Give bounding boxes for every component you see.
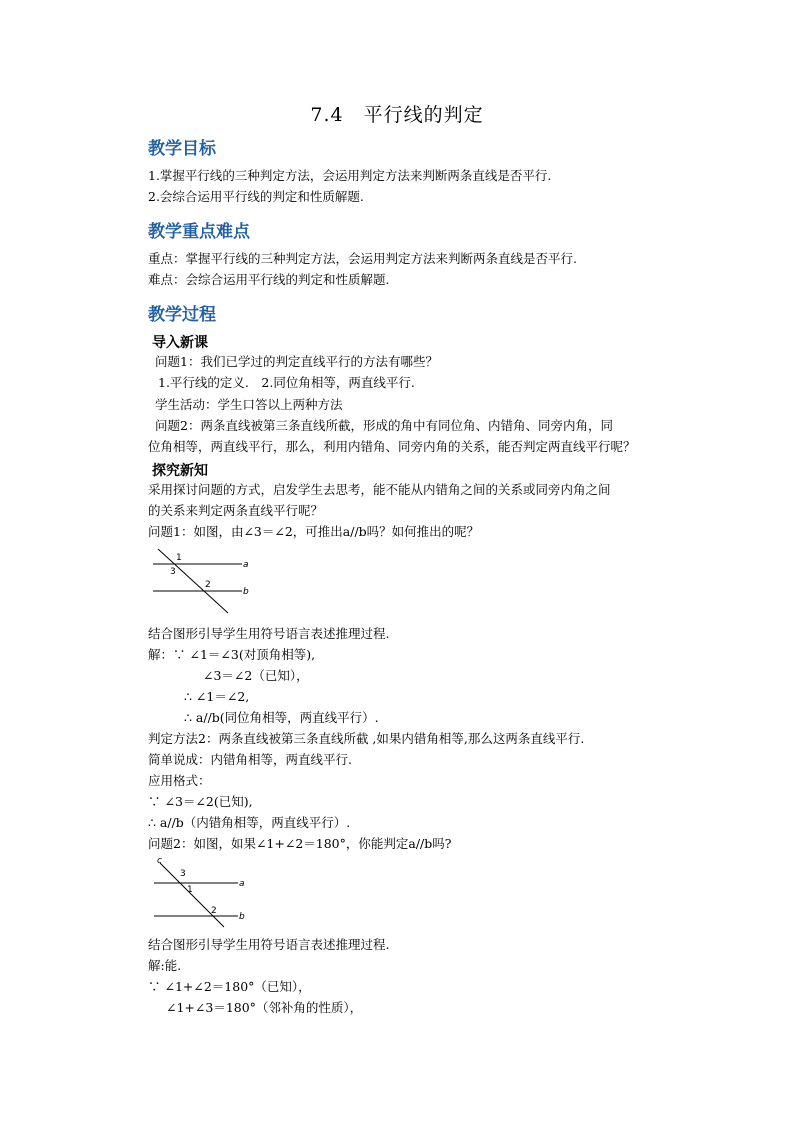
question-line: 问题2：如图，如果∠1+∠2＝180°，你能判定a//b吗?: [148, 836, 452, 851]
proof-line: ∴ a//b(同位角相等，两直线平行）.: [184, 710, 379, 725]
angle-label: 1: [187, 885, 193, 895]
reasoning-line: 结合图形引导学生用符号语言表述推理过程.: [148, 626, 390, 641]
angle-label: 2: [205, 580, 211, 590]
intro-line: 位角相等，两直线平行，那么，利用内错角、同旁内角的关系，能否判定两直线平行呢？: [148, 439, 636, 454]
format-line: ∴ a//b（内错角相等，两直线平行）.: [148, 815, 351, 830]
angle-label: 2: [211, 906, 217, 916]
line-label: b: [239, 912, 245, 922]
figure-2: [150, 855, 250, 930]
angle-label: 1: [176, 553, 182, 563]
line-label: b: [243, 587, 249, 597]
explore-line: 采用探讨问题的方式，启发学生去思考，能不能从内错角之间的关系或同旁内角之间: [148, 482, 611, 497]
explore-line: 的关系来判定两条直线平行呢？: [148, 503, 324, 518]
angle-label: 3: [180, 869, 186, 879]
page-title: 7.4 平行线的判定: [310, 104, 484, 126]
key-point-line: 重点：掌握平行线的三种判定方法，会运用判定方法来判断两条直线是否平行.: [148, 251, 577, 266]
objectives-heading: 教学目标: [148, 139, 216, 159]
difficulty-line: 难点：会综合运用平行线的判定和性质解题.: [148, 272, 390, 287]
intro-line: 问题2：两条直线被第三条直线所截，形成的角中有同位角、内错角、同旁内角，同: [155, 418, 613, 433]
proof-line: 解:能.: [148, 958, 182, 973]
format-line: 应用格式：: [148, 773, 211, 788]
proof-line: ∠1+∠3＝180°（邻补角的性质），: [166, 1000, 363, 1015]
angle-label: 3: [170, 567, 176, 577]
proof-line: ∴ ∠1＝∠2,: [184, 689, 250, 704]
key-points-heading: 教学重点难点: [148, 222, 250, 242]
line-label: a: [243, 560, 249, 570]
reasoning-line: 结合图形引导学生用符号语言表述推理过程.: [148, 937, 390, 952]
objective-line: 1.掌握平行线的三种判定方法，会运用判定方法来判断两条直线是否平行.: [148, 168, 552, 183]
proof-line: 解：∵ ∠1＝∠3(对顶角相等),: [148, 647, 316, 662]
intro-line: 学生活动：学生口答以上两种方法: [155, 397, 343, 412]
explore-heading: 探究新知: [152, 463, 208, 479]
line-label: c: [157, 856, 162, 866]
proof-line: ∵ ∠1+∠2＝180°（已知），: [148, 979, 311, 994]
figure-1: [150, 546, 250, 616]
line-label: a: [239, 879, 245, 889]
proof-line: ∠3＝∠2（已知），: [203, 668, 309, 683]
objective-line: 2.会综合运用平行线的判定和性质解题.: [148, 189, 364, 204]
intro-heading: 导入新课: [152, 335, 208, 351]
method-line: 判定方法2：两条直线被第三条直线所截 ,如果内错角相等,那么这两条直线平行.: [148, 731, 585, 746]
intro-line: 1.平行线的定义. 2.同位角相等，两直线平行.: [158, 375, 415, 390]
format-line: ∵ ∠3＝∠2(已知),: [148, 794, 253, 809]
question-line: 问题1：如图，由∠3＝∠2，可推出a//b吗？如何推出的呢？: [148, 524, 480, 539]
transversal-c: [160, 863, 224, 927]
intro-line: 问题1：我们已学过的判定直线平行的方法有哪些？: [155, 354, 438, 369]
process-heading: 教学过程: [148, 305, 216, 325]
method-line: 简单说成：内错角相等，两直线平行.: [148, 752, 352, 767]
transversal: [158, 549, 228, 613]
